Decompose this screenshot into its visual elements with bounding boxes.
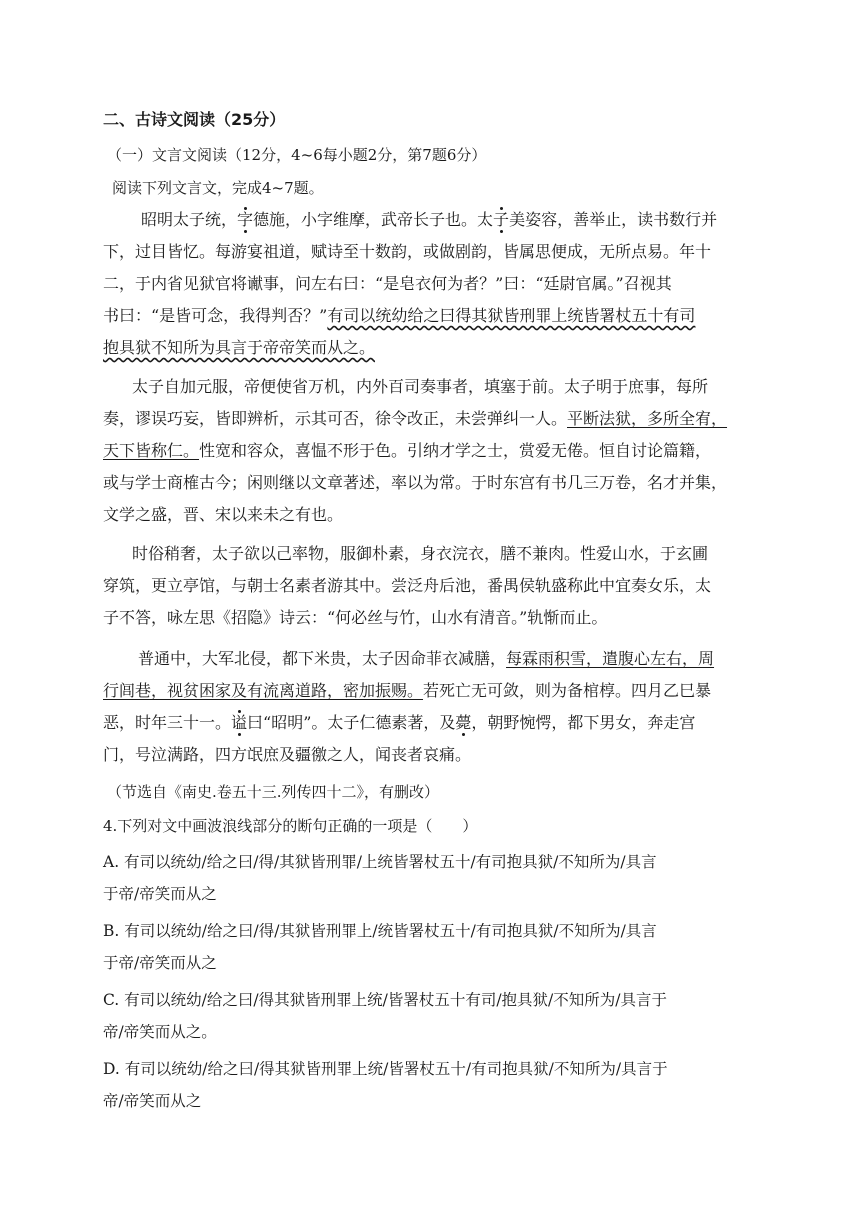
text-segment: 书曰：“是皆可念，我得判否？” [103, 306, 328, 325]
passage-p4-line3 [103, 713, 695, 733]
passage-p4-line2 [103, 681, 711, 701]
option-c-line1: C. 有司以统幼/给之曰/得其狱皆刑罪上统/皆署杖五十有司/抱具狱/不知所为/具言于 [103, 991, 667, 1009]
section-title: 二、古诗文阅读（25分） [103, 110, 286, 129]
passage-source: （节选自《南史.卷五十三.列传四十二》，有删改） [107, 783, 440, 801]
option-a-line1: A. 有司以统幼/给之曰/得/其狱皆刑罪/上统皆署杖五十/有司抱具狱/不知所为/具言 [103, 853, 657, 871]
text-segment: 曰“昭明”。太子仁德素著，及 [247, 713, 456, 732]
option-b-line1: B. 有司以统幼/给之曰/得/其狱皆刑罪上/统皆署杖五十/有司抱具狱/不知所为/具言 [103, 922, 657, 940]
passage-p1-line3: 二，于内省见狱官将谳事，问左右曰：“是皂衣何为者？”曰：“廷尉官属。”召视其 [103, 274, 672, 293]
option-c-line2: 帝/帝笑而从之。 [103, 1023, 217, 1041]
wavy-underlined-text: 抱具狱不知所为具言于帝帝笑而从之。 [103, 338, 376, 357]
text-segment: 美姿容，善举止，读书数行并 [509, 210, 718, 229]
text-segment: 若死亡无可敛，则为备棺椁。四月乙巳暴 [423, 681, 712, 700]
passage-p3-line2: 穿筑，更立亭馆，与朝士名素者游其中。尝泛舟后池，番禺侯轨盛称此中宜奏女乐，太 [103, 576, 712, 595]
passage-p2-line2 [103, 409, 727, 429]
question-stem: 4.下列对文中画波浪线部分的断句正确的一项是（ ） [103, 817, 478, 835]
underlined-text: 天下皆称仁。 [103, 441, 200, 460]
underlined-text: 行闾巷，视贫困家及有流离道路，密加振赐。 [103, 681, 424, 700]
text-segment: 德施，小字维摩，武帝长子也。太 [253, 210, 494, 229]
option-a-line2: 于帝/帝笑而从之 [103, 885, 217, 903]
passage-p1-line4 [103, 306, 695, 326]
text-segment: 恶，时年三十一。 [103, 713, 232, 732]
underlined-text: 平断法狱，多所全宥， [567, 409, 728, 428]
option-d-line2: 帝/帝笑而从之 [103, 1092, 202, 1110]
subsection-title: （一）文言文阅读（12分，4~6每小题2分，第7题6分） [107, 146, 487, 164]
passage-p1-line2: 下，过目皆忆。每游宴祖道，赋诗至十数韵，或做剧韵，皆属思便成，无所点易。年十 [103, 242, 712, 261]
text-segment: 昭明太子统， [141, 210, 238, 229]
emphasis-char: 谥 [231, 713, 248, 732]
text-segment: 性宽和容众，喜愠不形于色。引纳才学之士，赏爱无倦。恒自讨论篇籍， [199, 441, 712, 460]
passage-p4-line1 [138, 649, 714, 669]
text-segment: ，朝野惋愕，都下男女，奔走宫 [471, 713, 696, 732]
passage-p2-line3 [103, 441, 711, 461]
emphasis-char: 子 [493, 210, 510, 229]
passage-p3-line1: 时俗稍奢，太子欲以己率物，服御朴素，身衣浣衣，膳不兼肉。性爱山水，于玄圃 [132, 544, 709, 563]
passage-p4-line4: 门，号泣满路，四方氓庶及疆徼之人，闻丧者哀痛。 [103, 745, 472, 764]
option-d-line1: D. 有司以统幼/给之曰/得其狱皆刑罪上统/皆署杖五十/有司抱具狱/不知所为/具言于 [103, 1060, 668, 1078]
underlined-text: 每霖雨积雪，遣腹心左右，周 [506, 649, 715, 668]
passage-p2-line5: 文学之盛，晋、宋以来未之有也。 [103, 505, 344, 524]
passage-p1-line1 [141, 210, 717, 230]
text-segment: 奏，谬误巧妄，皆即辨析，示其可否，徐令改正，未尝弹纠一人。 [103, 409, 568, 428]
passage-p3-line3: 子不答，咏左思《招隐》诗云：“何必丝与竹，山水有清音。”轨惭而止。 [103, 608, 608, 627]
emphasis-char: 字 [237, 210, 254, 229]
text-segment: 普通中，大军北侵，都下米贵，太子因命菲衣减膳， [138, 649, 507, 668]
wavy-underlined-text: 有司以统幼给之曰得其狱皆刑罪上统皆署杖五十有司 [327, 306, 696, 325]
option-b-line2: 于帝/帝笑而从之 [103, 954, 217, 972]
passage-p2-line4: 或与学士商榷古今；闲则继以文章著述，率以为常。于时东宫有书几三万卷，名才并集， [103, 473, 728, 492]
passage-p2-line1: 太子自加元服，帝便使省万机，内外百司奏事者，填塞于前。太子明于庶事，每所 [132, 377, 709, 396]
passage-p1-line5 [103, 338, 375, 358]
emphasis-char: 薨 [455, 713, 472, 732]
instruction-text: 阅读下列文言文，完成4~7题。 [112, 179, 324, 197]
